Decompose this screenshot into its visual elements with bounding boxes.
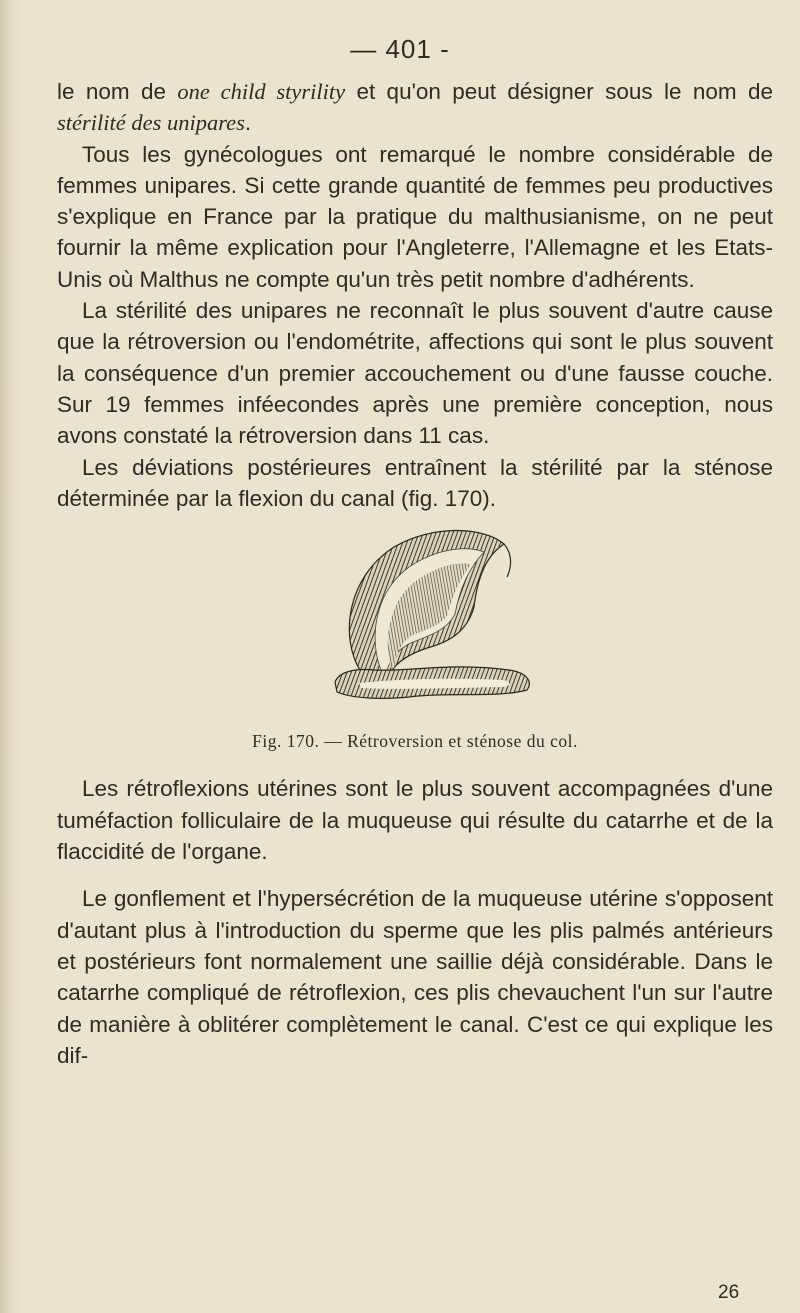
paragraph-1 — [57, 76, 773, 139]
para1-italic-term: stérilité des unipares — [57, 110, 245, 136]
figure-caption: Fig. 170. — Rétroversion et sténose du col. — [252, 731, 578, 752]
paragraph-3: La stérilité des unipares ne reconnaît le plus souvent d'autre cause que la rétroversion ou l'endométrite, affections qui sont le plus souvent la conséquence d'un premier accouchement ou d'une fausse couche. Sur 19 femmes inféecondes après une première conception, nous avons constaté la rétroversion dans 11 cas. — [57, 298, 773, 449]
page-edge-shadow — [0, 0, 22, 1313]
paragraph-2: Tous les gynécologues ont remarqué le nombre considérable de femmes unipares. Si cette grande quantité de femmes peu productives s'explique en France par la pratique du malthusianisme, on ne peut fournir la même explication pour l'Angleterre, l'Allemagne et les Etats-Unis où Malthus ne compte qu'un très petit nombre d'adhérents. — [57, 141, 773, 292]
para1-pre: le nom de — [57, 79, 178, 104]
figure-170 — [57, 522, 773, 722]
signature-mark: 26 — [718, 1282, 740, 1303]
uterus-retroversion-illustration — [299, 522, 549, 718]
para1-post: . — [244, 110, 252, 136]
page-body — [57, 76, 773, 1071]
paragraph-4: Les déviations postérieures entraînent la stérilité par la sténose déterminée par la flexion du canal (fig. 170). — [57, 454, 773, 511]
para1-mid: et qu'on peut désigner sous le nom de — [345, 79, 774, 104]
paragraph-6: Le gonflement et l'hypersécrétion de la muqueuse utérine s'opposent d'autant plus à l'introduction du sperme que les plis palmés antérieurs et postérieurs font normalement une saillie déjà considérable. Dans le catarrhe compliqué de rétroflexion, ces plis chevauchent l'un sur l'autre de manière à oblitérer complètement le canal. C'est ce qui explique les dif- — [57, 886, 773, 1068]
page-number: — 401 - — [350, 34, 450, 64]
paragraph-5: Les rétroflexions utérines sont le plus souvent accompagnées d'une tuméfaction folliculaire de la muqueuse qui résulte du catarrhe et de la flaccidité de l'organe. — [57, 776, 773, 865]
fundus-tip — [504, 544, 511, 577]
para1-italic-english: one child styrility — [177, 79, 346, 104]
